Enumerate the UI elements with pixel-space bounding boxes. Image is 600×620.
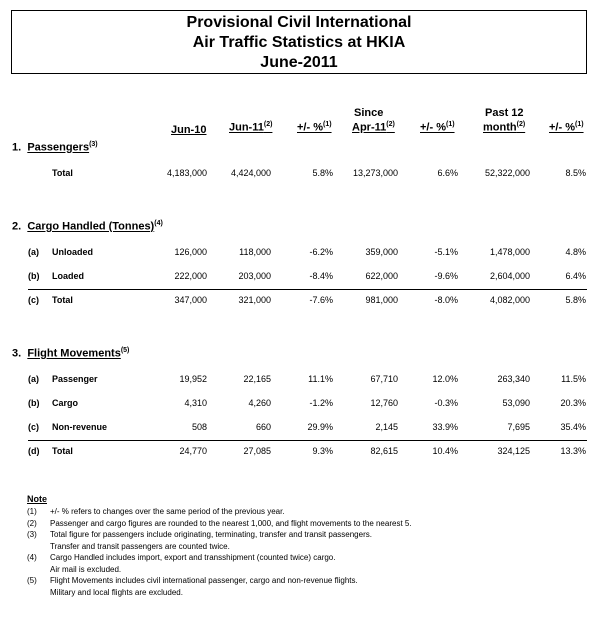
note-text: Military and local flights are excluded. xyxy=(50,587,183,597)
cell-value: 7,695 xyxy=(507,422,530,432)
note-text: Transfer and transit passengers are counted twice. xyxy=(50,541,230,551)
note-text: Total figure for passengers include originating, terminating, transfer and transit passengers. xyxy=(50,530,372,539)
cell-value: -6.2% xyxy=(309,247,333,257)
row-code: (c) xyxy=(28,295,39,305)
cell-value: 2,145 xyxy=(375,422,398,432)
cell-value: 222,000 xyxy=(174,271,207,281)
col-header-change-3: +/- %$^{(1)}$ xyxy=(549,121,584,134)
cell-value: 622,000 xyxy=(365,271,398,281)
row-code: (a) xyxy=(28,247,39,257)
cell-value: 35.4% xyxy=(560,422,586,432)
cell-value: 4,260 xyxy=(248,398,271,408)
cell-value: 324,125 xyxy=(497,446,530,456)
cell-value: 118,000 xyxy=(239,247,271,257)
cargo-row xyxy=(0,295,600,309)
cell-value: 347,000 xyxy=(174,295,207,305)
cell-value: 5.8% xyxy=(312,168,333,178)
cell-value: -1.2% xyxy=(309,398,333,408)
cell-value: 11.1% xyxy=(308,374,333,384)
col-header-change-1: +/- %$^{(1)}$ xyxy=(297,121,332,134)
col-header-since: Since xyxy=(354,107,384,119)
cell-value: 29.9% xyxy=(307,422,333,432)
cell-value: 8.5% xyxy=(565,168,586,178)
flights-row xyxy=(0,446,600,460)
note-number: (2) xyxy=(27,518,37,528)
cell-value: 981,000 xyxy=(365,295,398,305)
row-label: Non-revenue xyxy=(52,422,108,432)
note-number: (3) xyxy=(27,530,37,539)
cell-value: 660 xyxy=(255,422,271,432)
cargo-total-rule xyxy=(28,289,587,290)
col-header-jun11: Jun-11$^{(2)}$ xyxy=(229,121,273,134)
cell-value: -5.1% xyxy=(434,247,458,257)
report-title-line1: Provisional Civil International xyxy=(186,14,412,31)
col-header-apr11: Apr-11$^{(2)}$ xyxy=(352,121,395,134)
cell-value: 126,000 xyxy=(174,247,207,257)
cell-value: 321,000 xyxy=(238,295,271,305)
cell-value: 67,710 xyxy=(370,374,398,384)
cell-value: 13.3% xyxy=(560,446,586,456)
row-label: Loaded xyxy=(52,271,85,281)
cell-value: 20.3% xyxy=(560,398,586,408)
cell-value: -8.0% xyxy=(434,295,458,305)
cell-value: 52,322,000 xyxy=(484,168,530,178)
notes-title: Note xyxy=(27,494,47,504)
row-label: Total xyxy=(52,446,73,456)
note-number: (1) xyxy=(27,507,37,516)
cell-value: 359,000 xyxy=(365,247,398,257)
cell-value: 4,183,000 xyxy=(166,168,207,178)
row-code: (d) xyxy=(28,446,40,456)
cell-value: 27,085 xyxy=(243,446,271,456)
cell-value: 4,310 xyxy=(184,398,207,408)
cell-value: -9.6% xyxy=(434,271,458,281)
cell-value: 508 xyxy=(191,422,207,432)
passengers-row xyxy=(0,168,600,182)
note-text: Cargo Handled includes import, export and transshipment (counted twice) cargo. xyxy=(50,553,336,562)
cell-value: 6.6% xyxy=(437,168,458,178)
cell-value: 4.8% xyxy=(565,247,586,257)
note-number: (5) xyxy=(27,576,37,585)
row-label: Total xyxy=(52,168,73,178)
cell-value: 2,604,000 xyxy=(489,271,530,281)
cell-value: 203,000 xyxy=(238,271,271,281)
report-title-box xyxy=(11,10,587,74)
cell-value: -7.6% xyxy=(309,295,333,305)
cell-value: 19,952 xyxy=(179,374,207,384)
row-code: (b) xyxy=(28,271,40,281)
cell-value: -0.3% xyxy=(434,398,458,408)
row-label: Unloaded xyxy=(52,247,94,257)
row-label: Passenger xyxy=(52,374,98,384)
cell-value: 12.0% xyxy=(432,374,458,384)
cell-value: -8.4% xyxy=(309,271,333,281)
col-header-past12: Past 12 xyxy=(485,107,524,119)
cell-value: 5.8% xyxy=(565,295,586,305)
section-passengers-heading: 1. Passengers$^{(3)}$ xyxy=(12,141,98,154)
cell-value: 9.3% xyxy=(312,446,333,456)
note-number: (4) xyxy=(27,553,37,562)
col-header-jun10: Jun-10 xyxy=(171,124,207,136)
note-text: Passenger and cargo figures are rounded to the nearest 1,000, and flight movements to the nearest 5. xyxy=(50,518,412,528)
col-header-change-2: +/- %$^{(1)}$ xyxy=(420,121,455,134)
flights-row xyxy=(0,374,600,388)
flights-row xyxy=(0,398,600,412)
section-cargo-heading: 2. Cargo Handled (Tonnes)$^{(4)}$ xyxy=(12,220,163,233)
row-code: (c) xyxy=(28,422,39,432)
cargo-row xyxy=(0,247,600,261)
cell-value: 1,478,000 xyxy=(489,247,530,257)
cell-value: 12,760 xyxy=(370,398,398,408)
cell-value: 53,090 xyxy=(502,398,530,408)
section-flights-heading: 3. Flight Movements$^{(5)}$ xyxy=(12,347,130,360)
cell-value: 10.4% xyxy=(432,446,458,456)
row-label: Cargo xyxy=(52,398,79,408)
cell-value: 13,273,000 xyxy=(352,168,398,178)
cell-value: 33.9% xyxy=(432,422,458,432)
cell-value: 263,340 xyxy=(497,374,530,384)
flights-row xyxy=(0,422,600,436)
cell-value: 22,165 xyxy=(243,374,271,384)
report-title-line3: June-2011 xyxy=(260,54,338,71)
report-title-line2: Air Traffic Statistics at HKIA xyxy=(192,34,406,51)
flights-total-rule xyxy=(28,440,587,441)
cell-value: 82,615 xyxy=(370,446,398,456)
note-text: Flight Movements includes civil international passenger, cargo and non-revenue flights. xyxy=(50,576,358,585)
row-code: (a) xyxy=(28,374,39,384)
note-text: +/- % refers to changes over the same period of the previous year. xyxy=(50,507,285,516)
row-code: (b) xyxy=(28,398,40,408)
cell-value: 24,770 xyxy=(179,446,207,456)
row-label: Total xyxy=(52,295,73,305)
cargo-row xyxy=(0,271,600,285)
cell-value: 6.4% xyxy=(565,271,586,281)
cell-value: 4,082,000 xyxy=(489,295,530,305)
col-header-month: month$^{(2)}$ xyxy=(483,121,526,134)
note-text: Air mail is excluded. xyxy=(50,564,122,574)
cell-value: 4,424,000 xyxy=(230,168,271,178)
cell-value: 11.5% xyxy=(561,374,586,384)
